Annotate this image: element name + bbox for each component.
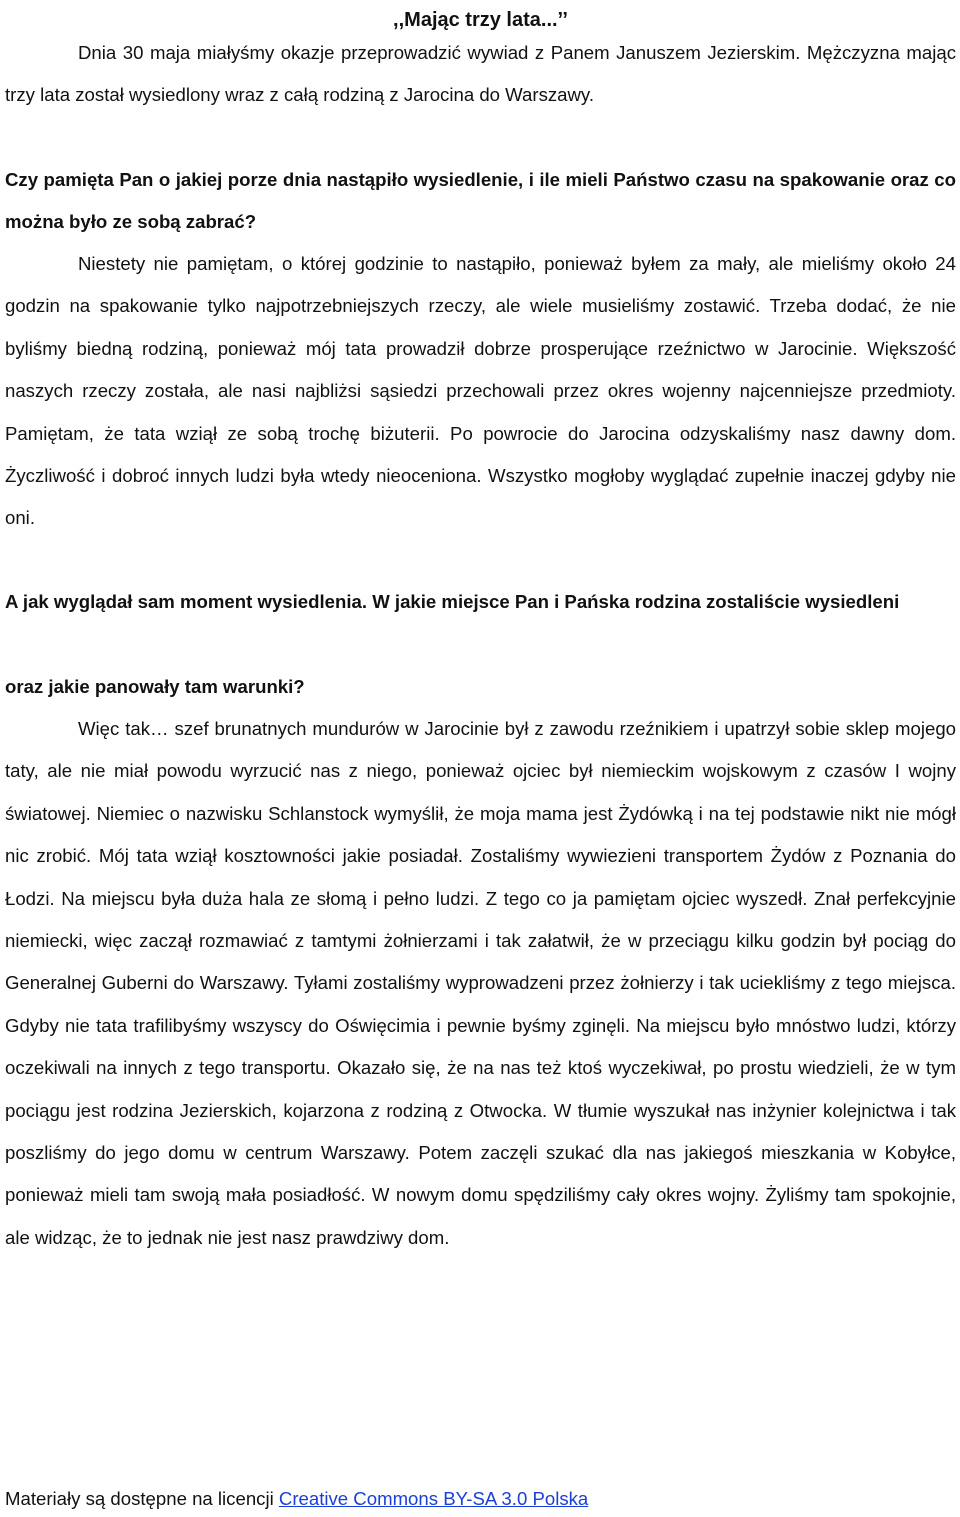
license-footer [5,1482,588,1516]
license-link[interactable]: Creative Commons BY-SA 3.0 Polska [278,1488,589,1509]
question-1: Czy pamięta Pan o jakiej porze dnia nastąpiło wysiedlenie, i ile mieli Państwo czasu na spakowanie oraz co można było ze sobą zabrać? [5,169,956,233]
intro-paragraph: Dnia 30 maja miałyśmy okazje przeprowadzić wywiad z Panem Januszem Jezierskim. Mężczyzna mając trzy lata został wysiedlony wraz z całą rodziną z Jarocina do Warszawy. [5,42,956,106]
question-2 [5,581,956,623]
license-prefix: Materiały są dostępne na licencji [5,1488,274,1509]
document-title: ,,Mając trzy lata...’’ [393,9,568,31]
question-2-continuation: oraz jakie panowały tam warunki? [5,676,305,697]
answer-1: Niestety nie pamiętam, o której godzinie to nastąpiło, ponieważ byłem za mały, ale mieliśmy około 24 godzin na spakowanie tylko najpotrzebniejszych rzeczy, ale wiele musieliśmy zostawić. Trzeba dodać, że nie byliśmy biedną rodziną, ponieważ mój tata prowadził dobrze prosperujące rzeźnictwo w Jarocinie. Większość naszych rzeczy została, ale nasi najbliżsi sąsiedzi przechowali przez okres wojenny najcenniejsze przedmioty. Pamiętam, że tata wziął ze sobą trochę biżuterii. Po powrocie do Jarocina odzyskaliśmy nasz dawny dom. Życzliwość i dobroć innych ludzi była wtedy nieoceniona. Wszystko mogłoby wyglądać zupełnie inaczej gdyby nie oni. [5,253,956,529]
answer-2: Więc tak… szef brunatnych mundurów w Jarocinie był z zawodu rzeźnikiem i upatrzył sobie sklep mojego taty, ale nie miał powodu wyrzucić nas z niego, ponieważ ojciec był niemieckim wojskowym z czasów I wojny światowej. Niemiec o nazwisku Schlanstock wymyślił, że moja mama jest Żydówką i na tej podstawie nikt nie mógł nic zrobić. Mój tata wziął kosztowności jakie posiadał. Zostaliśmy wywiezieni transportem Żydów z Poznania do Łodzi. Na miejscu była duża hala ze słomą i pełno ludzi. Z tego co ja pamiętam ojciec wyszedł. Znał perfekcyjnie niemiecki, więc zaczął rozmawiać z tamtymi żołnierzami i tak załatwił, że w przeciągu kilku godzin był pociąg do Generalnej Guberni do Warszawy. Tyłami zostaliśmy wyprowadzeni przez żołnierzy i tak uciekliśmy z tego miejsca. Gdyby nie tata trafilibyśmy wszyscy do Oświęcimia i pewnie byśmy zginęli. Na miejscu było mnóstwo ludzi, którzy oczekiwali na innych z tego transportu. Okazało się, że na nas też ktoś wyczekiwał, po prostu wiedzieli, że w tym pociągu jest rodzina Jezierskich, kojarzona z rodziną z Otwocka. W tłumie wyszukał nas inżynier kolejnictwa i tak poszliśmy do jego domu w centrum Warszawy. Potem zaczęli szukać dla nas jakiegoś mieszkania w Kobyłce, ponieważ mieli tam swoją mała posiadłość. W nowym domu spędziliśmy cały okres wojny. Żyliśmy tam spokojnie, ale widząc, że to jednak nie jest nasz prawdziwy dom. [5,718,956,1248]
question-2-line-1: A jak wyglądał sam moment wysiedlenia. W jakie miejsce Pan i Pańska rodzina zostaliście wysiedleni [5,591,900,612]
